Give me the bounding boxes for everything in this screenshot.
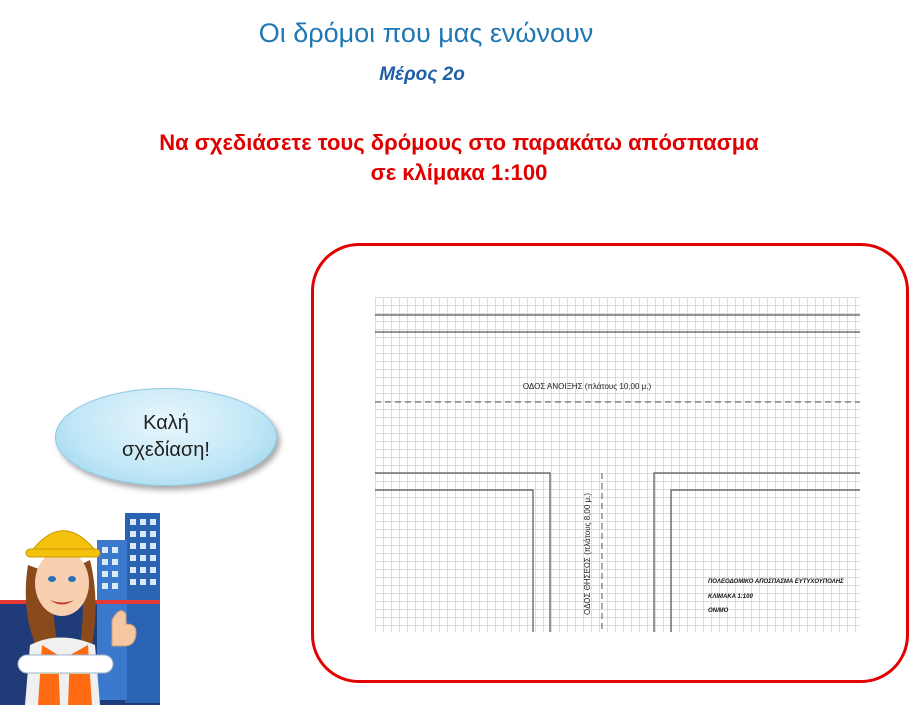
instruction-line-2: σε κλίμακα 1:100	[370, 160, 548, 185]
legend-line-3: ΟΝ/ΜΟ	[708, 608, 729, 614]
legend-line-1: ΠΟΛΕΟΔΟΜΙΚΟ ΑΠΟΣΠΑΣΜΑ ΕΥΤΥΧΟΥΠΟΛΗΣ	[708, 579, 844, 585]
rolled-plans	[18, 655, 113, 673]
road-vertical-label: ΟΔΟΣ ΘΗΣΕΩΣ (πλάτους 8,00 μ.)	[583, 493, 592, 615]
instruction-text	[0, 128, 918, 188]
instruction-line-1: Να σχεδιάσετε τους δρόμους στο παρακάτω απόσπασμα	[159, 130, 759, 155]
bubble-line-1: Καλή	[143, 412, 189, 434]
page-subtitle: Μέρος 2ο	[379, 64, 465, 85]
speech-bubble	[55, 388, 277, 486]
block-left-inner	[375, 490, 533, 632]
block-right-outer	[654, 473, 860, 632]
legend-line-2: ΚΛΙΜΑΚΑ 1:100	[708, 594, 753, 600]
street-map	[375, 297, 860, 632]
page-title: Οι δρόμοι που μας ενώνουν	[258, 18, 594, 48]
bubble-line-2: σχεδίαση!	[122, 439, 210, 461]
block-left-outer	[375, 473, 550, 632]
road-horizontal-label: ΟΔΟΣ ΑΝΟΙΞΗΣ (πλάτους 10,00 μ.)	[522, 382, 652, 391]
builder-illustration	[0, 505, 165, 705]
block-right-inner	[671, 490, 860, 632]
face	[35, 550, 89, 616]
